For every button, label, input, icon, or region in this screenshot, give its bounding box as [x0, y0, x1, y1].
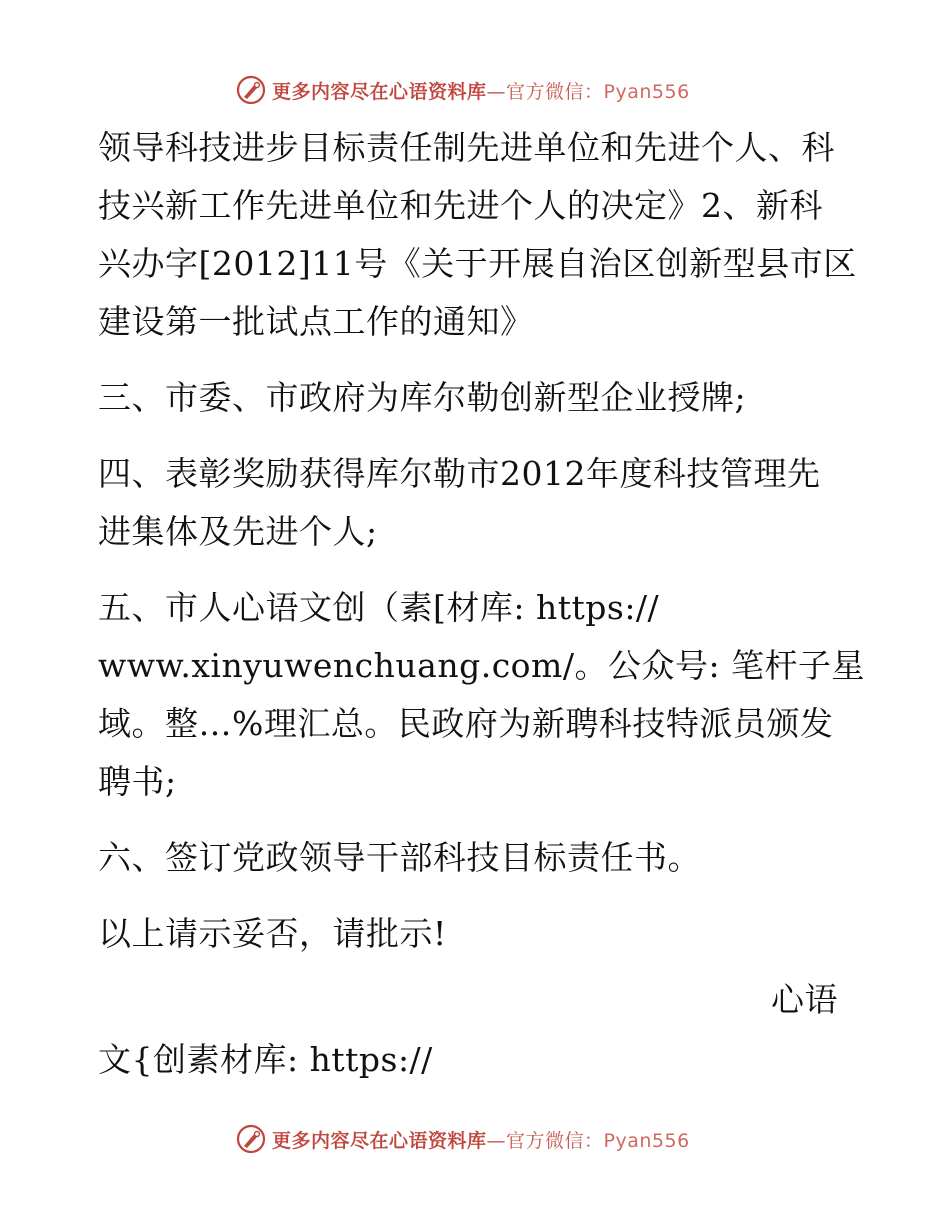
body-line: 兴办字[2012]11号《关于开展自治区创新型县市区 — [98, 244, 857, 283]
header-watermark — [236, 72, 690, 108]
watermark-main: 更多内容尽在心语资料库 — [272, 1129, 487, 1152]
body-line: www.xinyuwenchuang.com/。公众号: 笔杆子星 — [98, 646, 866, 685]
body-line: 四、表彰奖励获得库尔勒市2012年度科技管理先 — [98, 454, 821, 493]
watermark-id: Pyan556 — [603, 80, 690, 103]
body-line: 域。整…%理汇总。民政府为新聘科技特派员颁发 — [98, 704, 834, 743]
pen-circle-logo-icon — [236, 1124, 266, 1154]
watermark-text — [272, 77, 690, 104]
pen-circle-logo-icon — [236, 75, 266, 105]
body-line: 技兴新工作先进单位和先进个人的决定》2、新科 — [98, 186, 823, 225]
body-line: 进集体及先进个人; — [98, 512, 378, 551]
watermark-text — [272, 1126, 690, 1153]
body-line: 六、签订党政领导干部科技目标责任书。 — [98, 838, 701, 877]
signature-line: 心语 — [771, 980, 838, 1019]
body-line: 五、市人心语文创（素[材库: https:// — [98, 588, 660, 627]
body-line: 以上请示妥否，请批示! — [98, 914, 447, 953]
body-line: 领导科技进步目标责任制先进单位和先进个人、科 — [98, 128, 835, 167]
body-line: 文{创素材库: https:// — [98, 1040, 433, 1079]
watermark-main: 更多内容尽在心语资料库 — [272, 80, 487, 103]
footer-watermark — [236, 1121, 690, 1157]
body-line: 三、市委、市政府为库尔勒创新型企业授牌; — [98, 378, 747, 417]
body-line: 聘书; — [98, 762, 177, 801]
watermark-sep: — — [486, 1129, 507, 1152]
watermark-wechat: 官方微信： — [506, 80, 604, 103]
watermark-id: Pyan556 — [603, 1129, 690, 1152]
watermark-wechat: 官方微信： — [506, 1129, 604, 1152]
watermark-sep: — — [486, 80, 507, 103]
body-line: 建设第一批试点工作的通知》 — [98, 302, 534, 341]
